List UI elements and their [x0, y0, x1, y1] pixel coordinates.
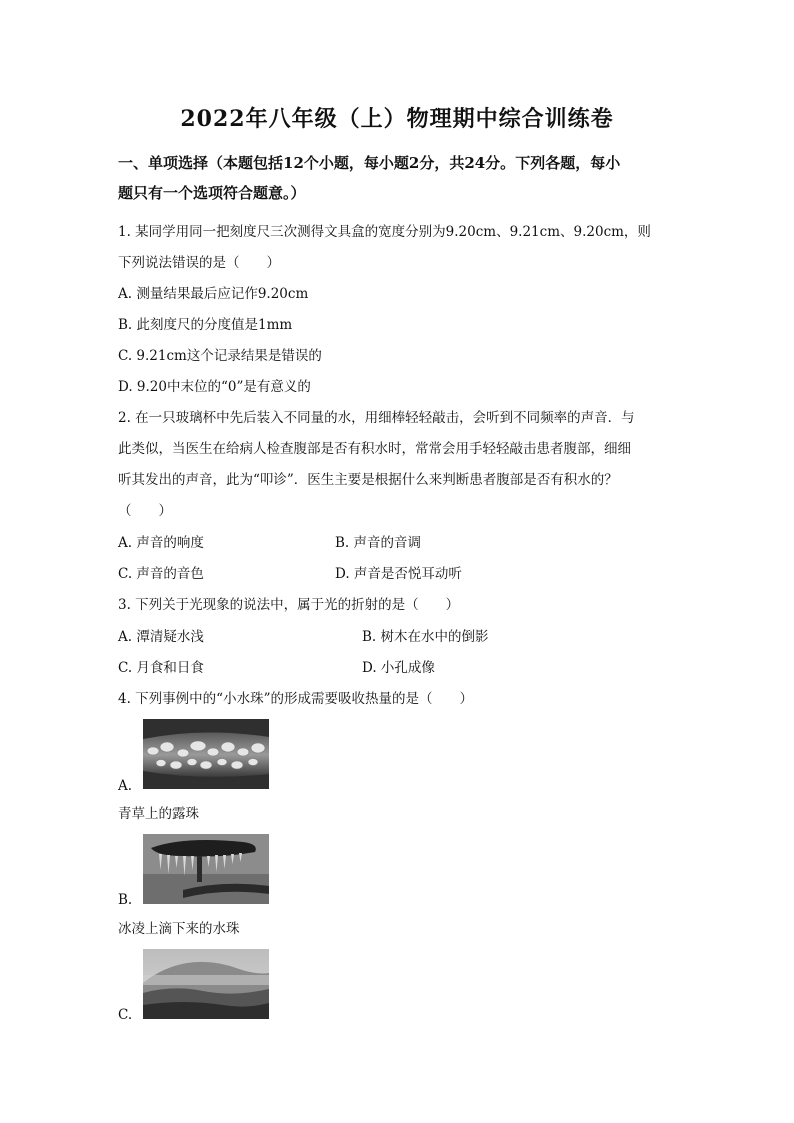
- q1-option-d: D. 9.20中末位的“0”是有意义的: [118, 379, 311, 395]
- fog-hills-image: [143, 949, 269, 1019]
- q1-option-b: B. 此刻度尺的分度值是1mm: [118, 317, 293, 333]
- section-heading-line-1: 一、单项选择（本题包括12个小题，每小题2分，共24分。下列各题，每小: [118, 154, 621, 172]
- q2-option-d: D. 声音是否悦耳动听: [335, 566, 462, 582]
- dew-drops-image: [143, 719, 269, 789]
- q2-stem-line-1: 2. 在一只玻璃杯中先后装入不同量的水，用细棒轻轻敲击，会听到不同频率的声音．与: [118, 410, 635, 426]
- q1-option-a: A. 测量结果最后应记作9.20cm: [118, 286, 309, 302]
- q2-stem-line-2: 此类似，当医生在给病人检查腹部是否有积水时，常常会用手轻轻敲击患者腹部，细细: [118, 441, 631, 457]
- q4-option-b-letter: B.: [118, 892, 133, 908]
- q3-option-a: A. 潭清疑水浅: [118, 629, 204, 645]
- q2-option-c: C. 声音的音色: [118, 566, 204, 582]
- section-heading-line-2: 题只有一个选项符合题意。）: [118, 184, 306, 202]
- q2-stem-line-4: （ ）: [118, 503, 172, 519]
- page-title: 2022年八年级（上）物理期中综合训练卷: [180, 106, 614, 132]
- q3-option-c: C. 月食和日食: [118, 660, 204, 676]
- q3-option-d: D. 小孔成像: [362, 660, 435, 676]
- q3-stem: 3. 下列关于光现象的说法中，属于光的折射的是（ ）: [118, 597, 460, 613]
- q1-option-c: C. 9.21cm这个记录结果是错误的: [118, 348, 322, 364]
- q4-option-a-caption: 青草上的露珠: [118, 806, 199, 822]
- q4-stem: 4. 下列事例中的“小水珠”的形成需要吸收热量的是（ ）: [118, 691, 473, 707]
- q4-option-b-caption: 冰凌上滴下来的水珠: [118, 921, 240, 937]
- q4-option-a-letter: A.: [118, 778, 133, 794]
- q2-stem-line-3: 听其发出的声音，此为“叩诊”．医生主要是根据什么来判断患者腹部是否有积水的？: [118, 472, 618, 488]
- q1-stem-line-1: 1. 某同学用同一把刻度尺三次测得文具盒的宽度分别为9.20cm、9.21cm、9.20cm，则: [118, 224, 651, 240]
- q1-stem-line-2: 下列说法错误的是（ ）: [118, 255, 280, 271]
- q2-option-a: A. 声音的响度: [118, 535, 204, 551]
- q2-option-b: B. 声音的音调: [335, 535, 422, 551]
- icicle-seat-image: [143, 834, 269, 904]
- q3-option-b: B. 树木在水中的倒影: [362, 629, 489, 645]
- q4-option-c-letter: C.: [118, 1007, 133, 1023]
